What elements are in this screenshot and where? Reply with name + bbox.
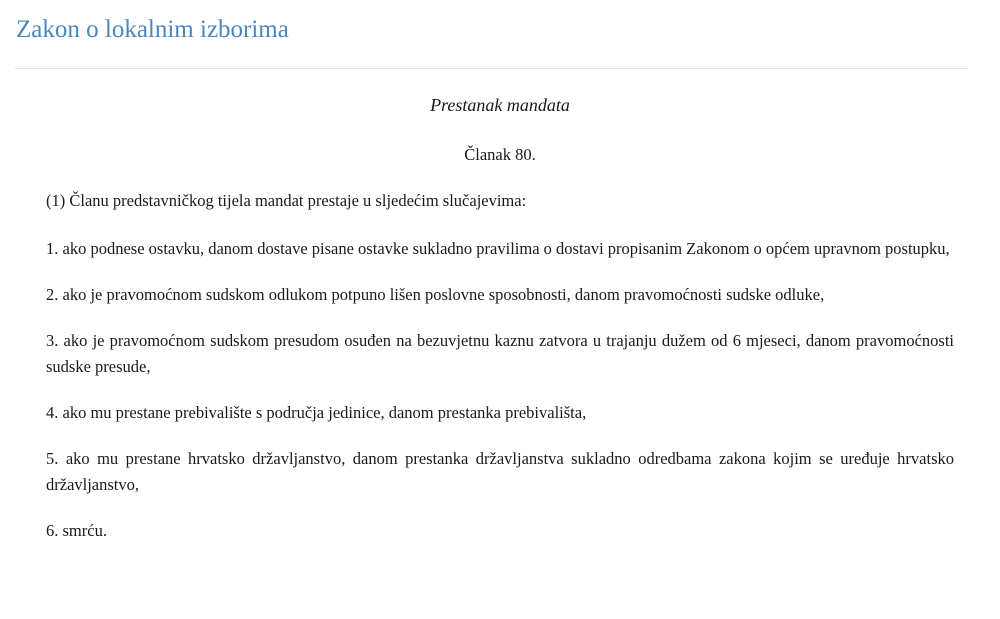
title-divider bbox=[15, 68, 968, 69]
article-number: Članak 80. bbox=[464, 145, 536, 164]
article-content bbox=[46, 92, 954, 544]
list-item: 6. smrću. bbox=[46, 521, 107, 540]
list-item: 1. ako podnese ostavku, danom dostave pisane ostavke sukladno pravilima o dostavi propisanim Zakonom o općem upravnom postupku, bbox=[46, 239, 950, 258]
list-item: 3. ako je pravomoćnom sudskom presudom osuđen na bezuvjetnu kaznu zatvora u trajanju dužem od 6 mjeseci, danom pravomoćnosti sudske presude, bbox=[46, 331, 954, 376]
article-intro: (1) Članu predstavničkog tijela mandat prestaje u sljedećim slučajevima: bbox=[46, 191, 527, 210]
list-item: 5. ako mu prestane hrvatsko državljanstvo, danom prestanka državljanstva sukladno odredbama zakona kojim se uređuje hrvatsko državljanstvo, bbox=[46, 449, 954, 494]
section-heading: Prestanak mandata bbox=[430, 95, 570, 115]
document-title: Zakon o lokalnim izborima bbox=[16, 16, 289, 43]
list-item: 2. ako je pravomoćnom sudskom odlukom potpuno lišen poslovne sposobnosti, danom pravomoćnosti sudske odluke, bbox=[46, 285, 825, 304]
list-item: 4. ako mu prestane prebivalište s područja jedinice, danom prestanka prebivališta, bbox=[46, 403, 587, 422]
